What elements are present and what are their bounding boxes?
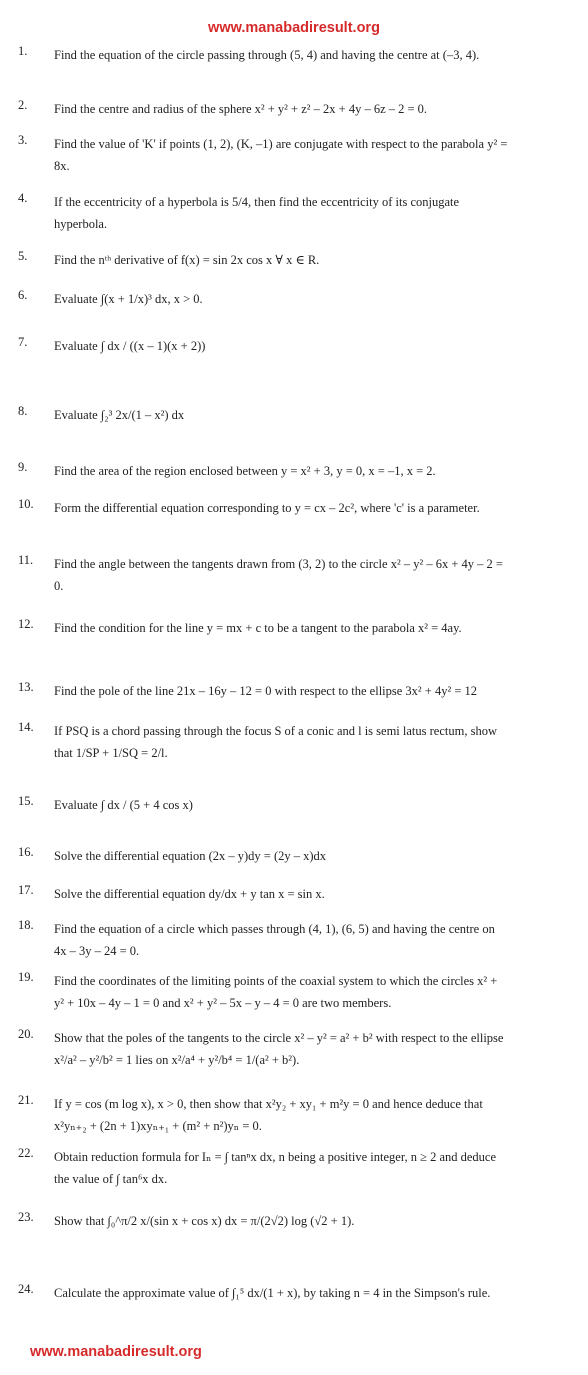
question-number: 1. — [18, 44, 28, 58]
question-text: Evaluate ∫ dx / (5 + 4 cos x) — [54, 798, 193, 812]
watermark-bottom[interactable]: www.manabadiresult.org — [30, 1344, 202, 1360]
question-text: Calculate the approximate value of ∫₁⁵ dx/(1 + x), by taking n = 4 in the Simpson's rule. — [54, 1286, 491, 1300]
question-text: Solve the differential equation dy/dx + y tan x = sin x. — [54, 887, 325, 901]
question-text: Find the nᵗʰ derivative of f(x) = sin 2x cos x ∀ x ∈ R. — [54, 253, 320, 267]
question-text: Evaluate ∫ dx / ((x – 1)(x + 2)) — [54, 339, 206, 353]
question-number: 13. — [18, 680, 34, 694]
question-text: Evaluate ∫₂³ 2x/(1 – x²) dx — [54, 408, 185, 422]
question-number: 3. — [18, 133, 28, 147]
question-number: 15. — [18, 794, 34, 808]
question-text: Find the equation of a circle which passes through (4, 1), (6, 5) and having the centre on 4x – 3y – 24 = 0. — [54, 922, 495, 958]
question-text: Find the value of 'K' if points (1, 2), (K, –1) are conjugate with respect to the parabola y² = 8x. — [54, 137, 508, 173]
question-text: Find the centre and radius of the sphere x² + y² + z² – 2x + 4y – 6z – 2 = 0. — [54, 102, 428, 116]
question-number: 20. — [18, 1027, 34, 1041]
question-number: 4. — [18, 191, 28, 205]
question-text: Show that the poles of the tangents to the circle x² – y² = a² + b² with respect to the ellipse x²/a² – y²/b² = 1 lies on x²/a⁴ + y²/b⁴ = 1/(a² + b²). — [54, 1031, 504, 1067]
question-number: 17. — [18, 883, 34, 897]
question-number: 6. — [18, 288, 28, 302]
question-text: Find the angle between the tangents drawn from (3, 2) to the circle x² – y² – 6x + 4y – 2 = 0. — [54, 557, 503, 593]
question-number: 22. — [18, 1146, 34, 1160]
question-text: Obtain reduction formula for Iₙ = ∫ tanⁿx dx, n being a positive integer, n ≥ 2 and deduce the value of ∫ tan⁶x dx. — [54, 1150, 497, 1186]
question-text: Solve the differential equation (2x – y)dy = (2y – x)dx — [54, 849, 327, 863]
question-text: Find the area of the region enclosed between y = x² + 3, y = 0, x = –1, x = 2. — [54, 464, 436, 478]
question-text: Find the pole of the line 21x – 16y – 12 = 0 with respect to the ellipse 3x² + 4y² = 12 — [54, 684, 478, 698]
question-number: 19. — [18, 970, 34, 984]
question-number: 9. — [18, 460, 28, 474]
question-text: Form the differential equation corresponding to y = cx – 2c², where 'c' is a parameter. — [54, 501, 480, 515]
question-text: If y = cos (m log x), x > 0, then show that x²y₂ + xy₁ + m²y = 0 and hence deduce that x²yₙ₊₂ + (2n + 1)xyₙ₊₁ + (m² + n²)yₙ = 0. — [54, 1097, 483, 1133]
question-number: 21. — [18, 1093, 34, 1107]
question-number: 16. — [18, 845, 34, 859]
question-text: Evaluate ∫(x + 1/x)³ dx, x > 0. — [54, 292, 203, 306]
question-number: 23. — [18, 1210, 34, 1224]
question-number: 2. — [18, 98, 28, 112]
question-text: Find the condition for the line y = mx + c to be a tangent to the parabola x² = 4ay. — [54, 621, 462, 635]
watermark-top[interactable]: www.manabadiresult.org — [208, 20, 380, 36]
question-number: 24. — [18, 1282, 34, 1296]
question-number: 18. — [18, 918, 34, 932]
question-number: 5. — [18, 249, 28, 263]
question-number: 12. — [18, 617, 34, 631]
question-number: 7. — [18, 335, 28, 349]
question-text: If the eccentricity of a hyperbola is 5/4, then find the eccentricity of its conjugate hyperbola. — [54, 195, 460, 231]
question-text: If PSQ is a chord passing through the focus S of a conic and l is semi latus rectum, show that 1/SP + 1/SQ = 2/l. — [54, 724, 497, 760]
question-text: Show that ∫₀^π/2 x/(sin x + cos x) dx = π/(2√2) log (√2 + 1). — [54, 1214, 355, 1228]
question-text: Find the equation of the circle passing through (5, 4) and having the centre at (–3, 4). — [54, 48, 480, 62]
question-number: 14. — [18, 720, 34, 734]
question-number: 10. — [18, 497, 34, 511]
question-number: 8. — [18, 404, 28, 418]
question-number: 11. — [18, 553, 34, 567]
question-text: Find the coordinates of the limiting points of the coaxial system to which the circles x² + y² + 10x – 4y – 1 = 0 and x² + y² – 5x – y – 4 = 0 are two members. — [54, 974, 498, 1010]
